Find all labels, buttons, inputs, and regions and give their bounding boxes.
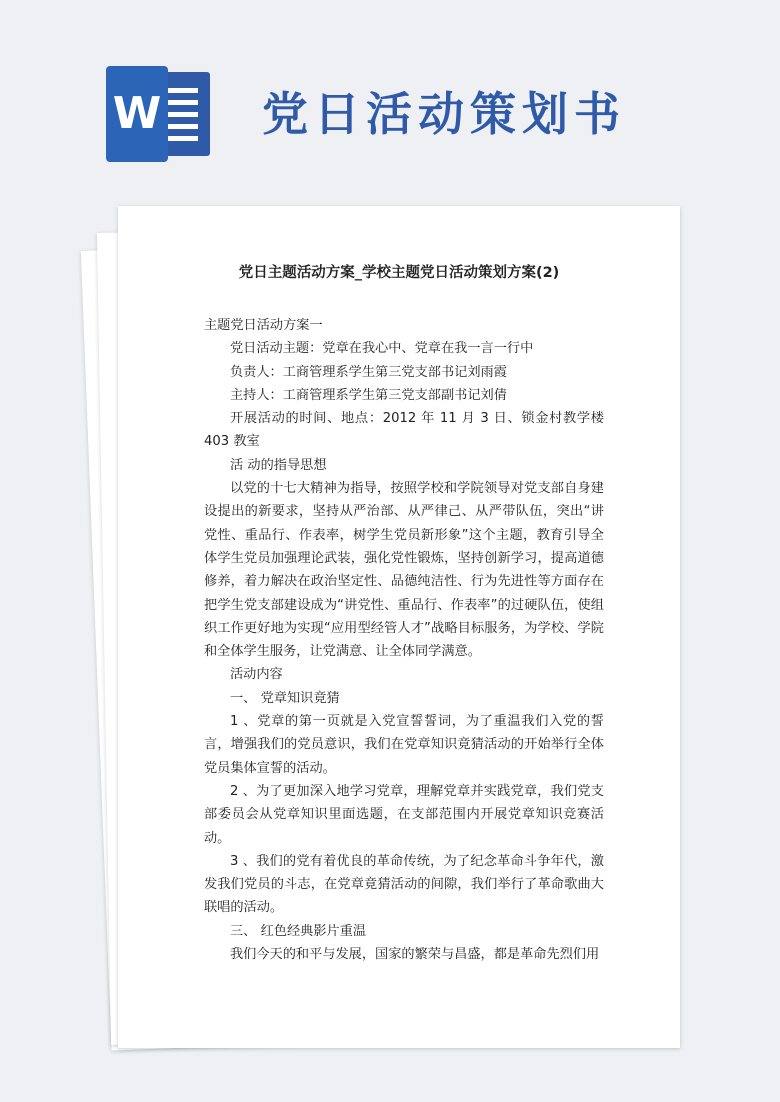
- paragraph: 一、 党章知识竟猜: [230, 690, 340, 706]
- paragraph: 以党的十七大精神为指导，按照学校和学院领导对党支部自身建设提出的新要求，坚持从严治部、从严律己、从严带队伍，突出“讲党性、重品行、作表率，树学生党员新形象”这个主题，教育引导全体学生党员加强理论武装，强化党性锻炼，坚持创新学习，提高道德修养，着力解决在政治坚定性、品德纯洁性、行为先进性等方面存在把学生党支部建设成为“讲党性、重品行、作表率”的过硬队伍，使组织工作更好地为实现“应用型经管人才”战略目标服务，为学校、学院和全体学生服务，让党满意、让全体同学满意。: [204, 481, 604, 660]
- word-icon-letter: W: [106, 66, 168, 162]
- header: [0, 0, 780, 200]
- paragraph: 三、 红色经典影片重温: [230, 923, 367, 939]
- document-page: [118, 206, 680, 1048]
- word-document-icon: [106, 66, 210, 162]
- document-body: [204, 314, 604, 966]
- paragraph: 党日活动主题：党章在我心中、党章在我一言一行中: [230, 341, 534, 357]
- paragraph: 2 、为了更加深入地学习党章，理解党章并实践党章，我们党支部委员会从党章知识里面选题，在支部范围内开展党章知识竞赛活动。: [204, 783, 604, 846]
- paragraph: 我们今天的和平与发展，国家的繁荣与昌盛，都是革命先烈们用: [230, 947, 600, 963]
- section-heading: 主题党日活动方案一: [204, 318, 323, 333]
- paragraph: 负责人：工商管理系学生第三党支部书记刘雨霞: [230, 364, 507, 380]
- paragraph: 开展活动的时间、地点：2012 年 11 月 3 日、锁金村教学楼 403 教室: [204, 411, 604, 450]
- paragraph: 1 、党章的第一页就是入党宣誓誓词，为了重温我们入党的誓言，增强我们的党员意识，我们在党章知识竟猜活动的开始举行全体党员集体宣誓的活动。: [204, 714, 604, 776]
- document-title: 党日主题活动方案_学校主题党日活动策划方案(2): [238, 265, 560, 281]
- paragraph: 3 、我们的党有着优良的革命传统，为了纪念革命斗争年代，激发我们党员的斗志，在党章竟猜活动的间隙，我们举行了革命歌曲大联唱的活动。: [204, 853, 604, 916]
- paragraph: 主持人：工商管理系学生第三党支部副书记刘倩: [230, 387, 507, 403]
- page-title: 党日活动策划书: [262, 87, 626, 141]
- paragraph: 活 动的指导思想: [230, 457, 327, 473]
- paragraph: 活动内容: [230, 667, 283, 683]
